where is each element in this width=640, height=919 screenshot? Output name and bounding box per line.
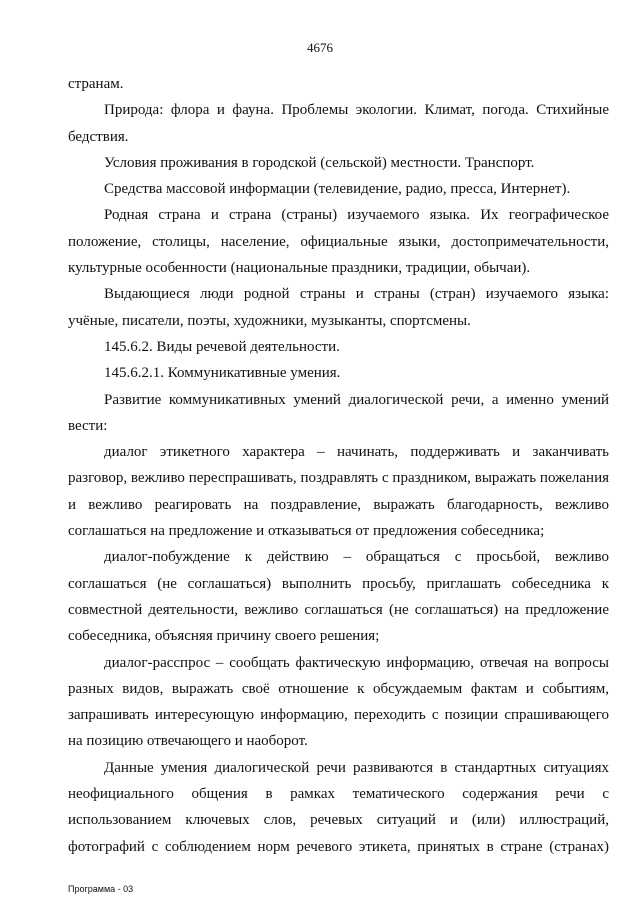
paragraph-motivation-dialogue: диалог-побуждение к действию – обращаться с просьбой, вежливо соглашаться (не соглашаться) выполнить просьбу, приглашать собеседника к совместной деятельности, вежливо соглашаться (не соглашаться) на предложение собеседника, объясняя причину своего решения; xyxy=(68,549,609,645)
body-text xyxy=(68,71,609,860)
footer-program-code: Программа - 03 xyxy=(68,884,134,894)
paragraph-nature: Природа: флора и фауна. Проблемы экологии. Климат, погода. Стихийные бедствия. xyxy=(68,102,609,145)
paragraph-dialogue-skills: Развитие коммуникативных умений диалогической речи, а именно умений вести: xyxy=(68,391,609,434)
paragraph-mass-media: Средства массовой информации (телевидение, радио, пресса, Интернет). xyxy=(104,181,571,198)
paragraph-standard-situations: Данные умения диалогической речи развиваются в стандартных ситуациях неофициального общения в рамках тематического содержания речи с использованием ключевых слов, речевых ситуаций и (или) иллюстраций, фотографий с соблюдением норм речевого этикета, принятых в стране (странах) xyxy=(68,759,609,855)
page-number: 4676 xyxy=(307,40,333,55)
paragraph-continuation: странам. xyxy=(68,76,124,92)
paragraph-living-conditions: Условия проживания в городской (сельской) местности. Транспорт. xyxy=(104,154,535,171)
paragraph-native-country: Родная страна и страна (страны) изучаемого языка. Их географическое положение, столицы, население, официальные языки, достопримечательности, культурные особенности (национальные праздники, традиции, обычаи). xyxy=(68,207,609,277)
paragraph-inquiry-dialogue: диалог-расспрос – сообщать фактическую информацию, отвечая на вопросы разных видов, выражать своё отношение к обсуждаемым фактам и событиям, запрашивать интересующую информацию, переходить с позиции спрашивающего на позицию отвечающего и наоборот. xyxy=(68,654,609,750)
paragraph-famous-people: Выдающиеся люди родной страны и страны (стран) изучаемого языка: учёные, писатели, поэты, художники, музыканты, спортсмены. xyxy=(68,286,609,329)
section-heading-communicative-skills: 145.6.2.1. Коммуникативные умения. xyxy=(104,365,341,382)
section-heading-speech-activities: 145.6.2. Виды речевой деятельности. xyxy=(104,338,340,355)
paragraph-etiquette-dialogue: диалог этикетного характера – начинать, поддерживать и заканчивать разговор, вежливо переспрашивать, поздравлять с праздником, выражать пожелания и вежливо реагировать на поздравление, выражать благодарность, вежливо соглашаться на предложение и отказываться от предложения собеседника; xyxy=(68,444,609,540)
